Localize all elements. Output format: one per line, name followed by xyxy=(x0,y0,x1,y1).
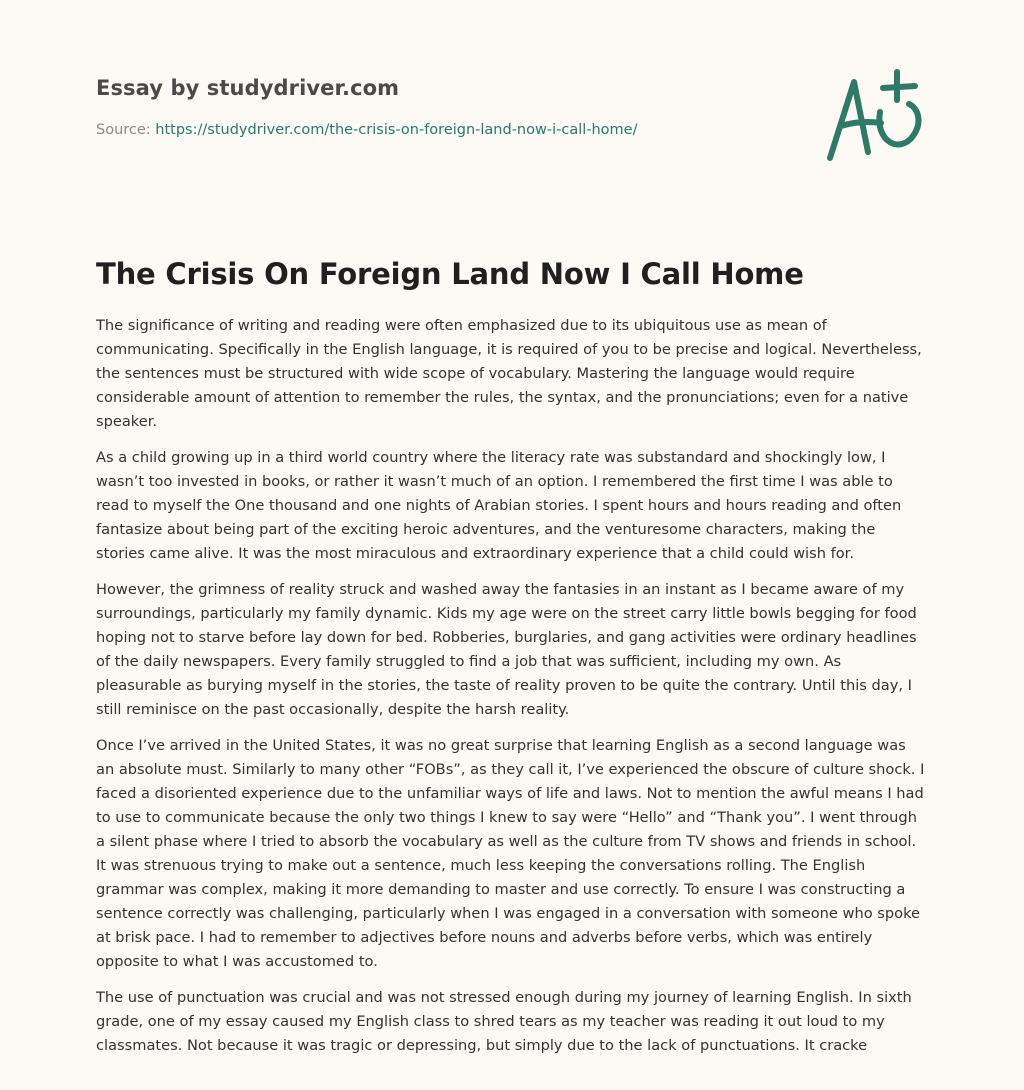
essay-title: The Crisis On Foreign Land Now I Call Home xyxy=(96,257,804,291)
page-header xyxy=(96,76,796,138)
paragraph: However, the grimness of reality struck and washed away the fantasies in an instant as I became aware of my surroundings, particularly my family dynamic. Kids my age were on the street carry little bowls begging for food hoping not to starve before lay down for bed. Robberies, burglaries, and gang activities were ordinary headlines of the daily newspapers. Every family struggled to find a job that was sufficient, including my own. As pleasurable as burying myself in the stories, the taste of reality proven to be quite the contrary. Until this day, I still reminisce on the past occasionally, despite the harsh reality. xyxy=(96,581,917,718)
paragraph: As a child growing up in a third world country where the literacy rate was substandard and shockingly low, I wasn’t too invested in books, or rather it wasn’t much of an option. I remembered the first time I was able to read to myself the One thousand and one nights of Arabian stories. I spent hours and hours reading and often fantasize about being part of the exciting heroic adventures, and the venturesome characters, making the stories came alive. It was the most miraculous and extraordinary experience that a child could wish for. xyxy=(96,449,902,562)
paragraph: Once I’ve arrived in the United States, it was no great surprise that learning English as a second language was an absolute must. Similarly to many other “FOBs”, as they call it, I’ve experienced the obscure of culture shock. I faced a disoriented experience due to the unfamiliar ways of life and laws. Not to mention the awful means I had to use to communicate because the only two things I knew to say were “Hello” and “Thank you”. I went through a silent phase where I tried to absorb the vocabulary as well as the culture from TV shows and friends in school. It was strenuous trying to make out a sentence, much less keeping the conversations rolling. The English grammar was complex, making it more demanding to master and use correctly. To ensure I was constructing a sentence correctly was challenging, particularly when I was engaged in a conversation with someone who spoke at brisk pace. I had to remember to adjectives before nouns and adverbs before verbs, which was entirely opposite to what I was accustomed to. xyxy=(96,737,925,970)
source-link[interactable]: https://studydriver.com/the-crisis-on-foreign-land-now-i-call-home/ xyxy=(155,122,638,138)
brand-title: Essay by studydriver.com xyxy=(96,76,400,100)
a-plus-logo-icon xyxy=(820,64,930,168)
paragraph: The significance of writing and reading were often emphasized due to its ubiquitous use as mean of communicating. Specifically in the English language, it is required of you to be precise and logical. Nevertheless, the sentences must be structured with wide scope of vocabulary. Mastering the language would require considerable amount of attention to remember the rules, the syntax, and the pronunciations; even for a native speaker. xyxy=(96,317,922,430)
source-line xyxy=(96,122,796,138)
source-label: Source: xyxy=(96,122,151,138)
essay-body xyxy=(96,314,928,1070)
paragraph: The use of punctuation was crucial and was not stressed enough during my journey of learning English. In sixth grade, one of my essay caused my English class to shred tears as my teacher was reading it out loud to my classmates. Not because it was tragic or depressing, but simply due to the lack of punctuations. It cracke xyxy=(96,989,912,1054)
